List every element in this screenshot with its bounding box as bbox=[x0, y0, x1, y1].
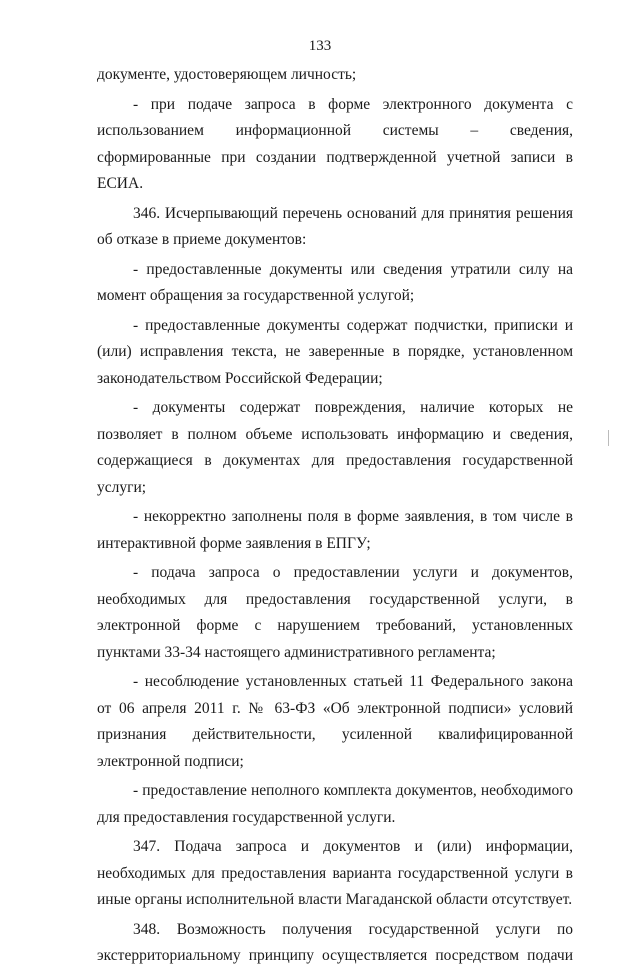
paragraph-346: 346. Исчерпывающий перечень оснований для принятия решения об отказе в приеме документов: bbox=[97, 204, 573, 248]
paragraph-expired-documents: - предоставленные документы или сведения утратили силу на момент обращения за государственной услугой; bbox=[97, 260, 573, 304]
page-number: 133 bbox=[308, 38, 332, 54]
scan-mark bbox=[608, 430, 609, 446]
paragraph-esia-info: - при подаче запроса в форме электронного документа с использованием информационной системы – сведения, сформированные при создании подтвержденной учетной записи в ЕСИА. bbox=[97, 95, 573, 192]
paragraph-damaged-documents: - документы содержат повреждения, наличие которых не позволяет в полном объеме использовать информацию и сведения, содержащиеся в документах для предоставления государственной услуги; bbox=[97, 399, 573, 496]
paragraph-incorrect-fields: - некорректно заполнены поля в форме заявления, в том числе в интерактивной форме заявления в ЕПГУ; bbox=[97, 508, 573, 552]
document-body bbox=[97, 62, 573, 970]
paragraph-347: 347. Подача запроса и документов и (или) информации, необходимых для предоставления варианта государственной услуги в иные органы исполнительной власти Магаданской области отсутствует. bbox=[97, 838, 573, 908]
paragraph-348: 348. Возможность получения государственной услуги по экстерриториальному принципу осуществляется посредством подачи bbox=[97, 920, 573, 964]
paragraph-continuation: документе, удостоверяющем личность; bbox=[97, 66, 357, 83]
paragraph-electronic-violation: - подача запроса о предоставлении услуги и документов, необходимых для предоставления государственной услуги, в электронной форме с нарушением требований, установленных пунктами 33-34 настоящего административного регламента; bbox=[97, 564, 573, 661]
paragraph-signature: - несоблюдение установленных статьей 11 Федерального закона от 06 апреля 2011 г. № 63-ФЗ «Об электронной подписи» условий признания действительности, усиленной квалифицированной электронной подписи; bbox=[97, 673, 573, 770]
paragraph-incomplete-set: - предоставление неполного комплекта документов, необходимого для предоставления государственной услуги. bbox=[97, 782, 573, 826]
paragraph-corrections: - предоставленные документы содержат подчистки, приписки и (или) исправления текста, не заверенные в порядке, установленном законодательством Российской Федерации; bbox=[97, 316, 573, 387]
